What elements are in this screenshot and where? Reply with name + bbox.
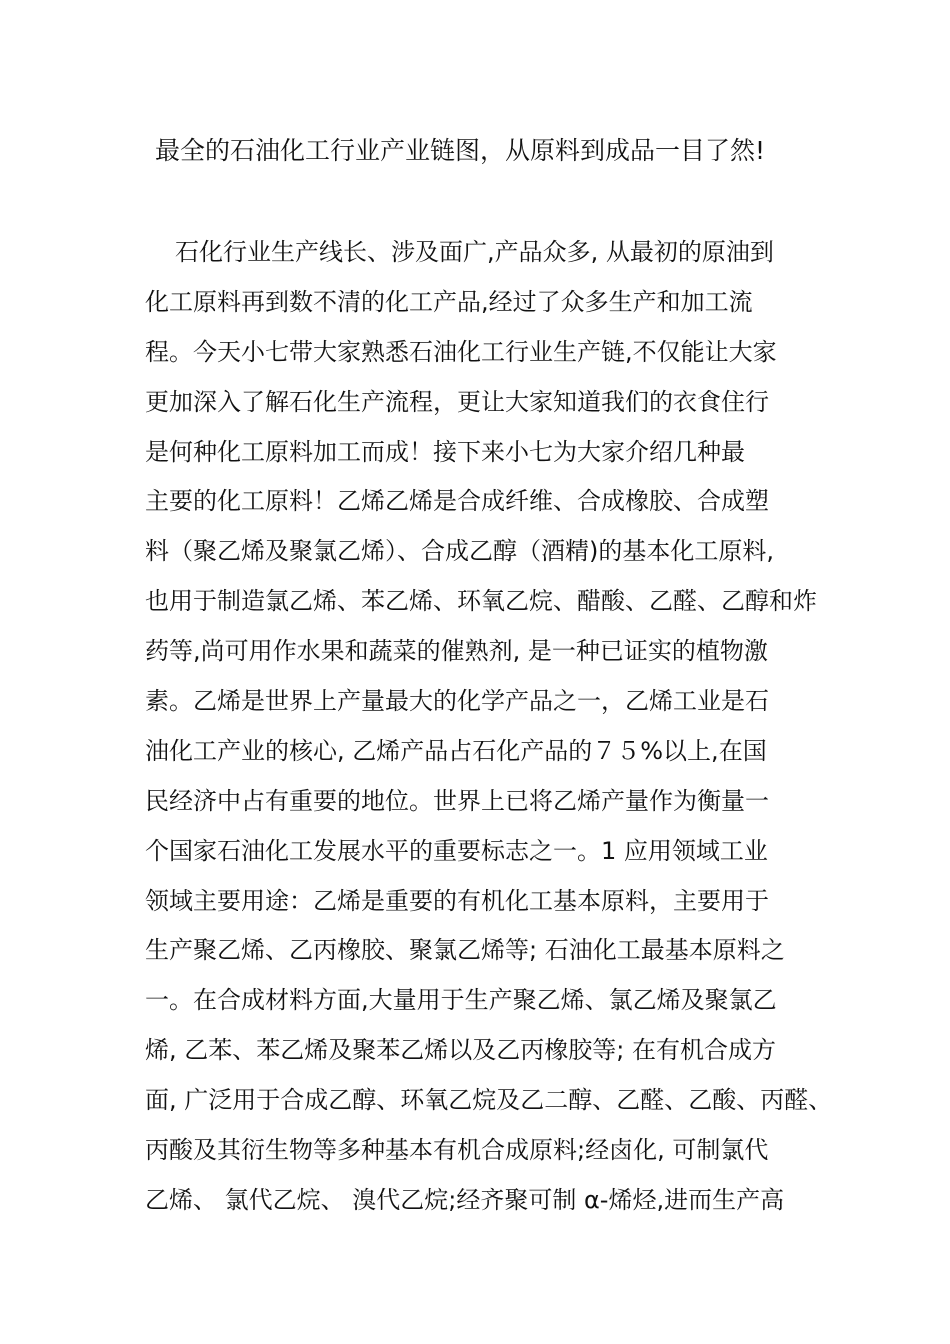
body-line: 化工原料再到数不清的化工产品,经过了众多生产和加工流 bbox=[145, 287, 753, 316]
body-line: 是何种化工原料加工而成！接下来小七为大家介绍几种最 bbox=[145, 437, 745, 466]
body-line: 面, 广泛用于合成乙醇、环氧乙烷及乙二醇、乙醛、乙酸、丙醛、 bbox=[145, 1086, 833, 1115]
body-line: 油化工产业的核心, 乙烯产品占石化产品的７５%以上,在国 bbox=[145, 736, 767, 765]
body-line: 领域主要用途：乙烯是重要的有机化工基本原料，主要用于 bbox=[145, 886, 769, 915]
body-line: 丙酸及其衍生物等多种基本有机合成原料;经卤化, 可制氯代 bbox=[145, 1136, 769, 1165]
body-line: 一。在合成材料方面,大量用于生产聚乙烯、氯乙烯及聚氯乙 bbox=[145, 986, 777, 1015]
body-line: 素。乙烯是世界上产量最大的化学产品之一，乙烯工业是石 bbox=[145, 687, 769, 716]
body-line: 生产聚乙烯、乙丙橡胶、聚氯乙烯等; 石油化工最基本原料之 bbox=[145, 936, 785, 965]
body-line: 程。今天小七带大家熟悉石油化工行业生产链,不仅能让大家 bbox=[145, 337, 777, 366]
document-title: 最全的石油化工行业产业链图，从原料到成品一目了然! bbox=[155, 136, 766, 165]
body-line: 烯, 乙苯、苯乙烯及聚苯乙烯以及乙丙橡胶等; 在有机合成方 bbox=[145, 1036, 776, 1065]
body-line: 更加深入了解石化生产流程，更让大家知道我们的衣食住行 bbox=[145, 387, 769, 416]
body-line: 料（聚乙烯及聚氯乙烯）、合成乙醇（酒精)的基本化工原料, bbox=[145, 537, 774, 566]
body-line: 乙烯、 氯代乙烷、 溴代乙烷;经齐聚可制 α-烯烃,进而生产高 bbox=[145, 1185, 785, 1214]
body-line: 药等,尚可用作水果和蔬菜的催熟剂, 是一种已证实的植物激 bbox=[145, 637, 768, 666]
body-line: 石化行业生产线长、涉及面广,产品众多, 从最初的原油到 bbox=[175, 238, 774, 266]
body-line: 民经济中占有重要的地位。世界上已将乙烯产量作为衡量一 bbox=[145, 786, 769, 815]
body-line: 主要的化工原料！乙烯乙烯是合成纤维、合成橡胶、合成塑 bbox=[145, 487, 769, 516]
document-body bbox=[145, 228, 833, 1226]
body-line: 个国家石油化工发展水平的重要标志之一。1 应用领域工业 bbox=[145, 836, 768, 865]
body-line: 也用于制造氯乙烯、苯乙烯、环氧乙烷、醋酸、乙醛、乙醇和炸 bbox=[145, 587, 817, 616]
